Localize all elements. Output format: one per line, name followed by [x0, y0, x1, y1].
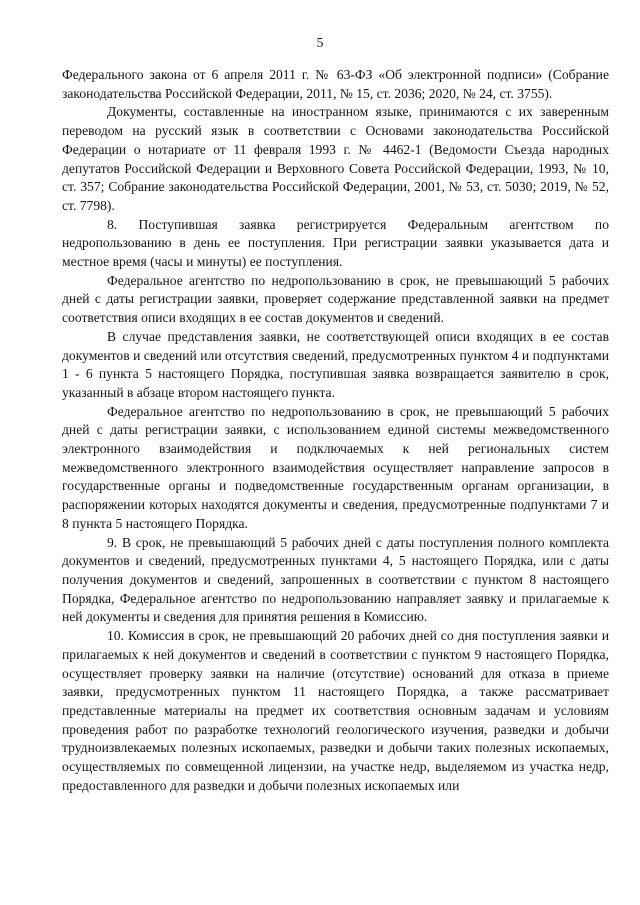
paragraph-application-return: В случае представления заявки, не соответствующей описи входящих в ее состав документов и сведений или отсутствия сведений, предусмотренных пунктом 4 и подпунктами 1 - 6 пункта 5 настоящего Порядка, поступившая заявка возвращается заявителю в срок, указанный в абзаце втором настоящего пункта. — [62, 328, 609, 400]
paragraph-item-8-registration: 8. Поступившая заявка регистрируется Федеральным агентством по недропользованию в день ее поступления. При регистрации заявки указывается дата и местное время (часы и минуты) ее поступления. — [62, 216, 609, 270]
paragraph-interagency-requests: Федеральное агентство по недропользованию в срок, не превышающий 5 рабочих дней с даты регистрации заявки, с использованием единой системы межведомственного электронного взаимодействия и подключаемых к ней региональных систем межведомственного электронного взаимодействия осуществляет направление запросов в государственные органы и подведомственные государственным органам организации, в распоряжении которых находятся документы и сведения, предусмотренные подпунктами 7 и 8 пункта 5 настоящего Порядка. — [62, 403, 609, 531]
page-number: 5 — [316, 36, 324, 51]
paragraph-content-check: Федеральное агентство по недропользованию в срок, не превышающий 5 рабочих дней с даты регистрации заявки, проверяет содержание представленной заявки на предмет соответствия описи входящих в ее состав документов и сведений. — [62, 272, 609, 326]
paragraph-law-reference-continuation: Федерального закона от 6 апреля 2011 г. № 63-ФЗ «Об электронной подписи» (Собрание законодательства Российской Федерации, 2011, № 15, ст. 2036; 2020, № 24, ст. 3755). — [62, 67, 609, 101]
document-body — [62, 66, 609, 795]
paragraph-foreign-documents: Документы, составленные на иностранном языке, принимаются с их заверенным переводом на русский язык в соответствии с Основами законодательства Российской Федерации о нотариате от 11 февраля 1993 г. № 4462-1 (Ведомости Съезда народных депутатов Российской Федерации и Верховного Совета Российской Федерации, 1993, № 10, ст. 357; Собрание законодательства Российской Федерации, 2001, № 53, ст. 5030; 2019, № 52, ст. 7798). — [62, 104, 609, 213]
paragraph-item-10-commission-review: 10. Комиссия в срок, не превышающий 20 рабочих дней со дня поступления заявки и прилагаемых к ней документов и сведений в соответствии с пунктом 9 настоящего Порядка, осуществляет проверку заявки на наличие (отсутствие) оснований для отказа в приеме заявки, предусмотренных пунктом 11 настоящего Порядка, а также рассматривает представленные материалы на предмет их соответствия основным задачам и условиям проведения работ по разработке технологий геологического изучения, разведки и добычи трудноизвлекаемых полезных ископаемых, разведки и добычи таких полезных ископаемых, осуществляемых по совмещенной лицензии, на участке недр, выделяемом из участка недр, предоставленного для разведки и добычи полезных ископаемых или — [62, 628, 609, 793]
paragraph-item-9-commission-referral: 9. В срок, не превышающий 5 рабочих дней с даты поступления полного комплекта документов и сведений, предусмотренных пунктами 4, 5 настоящего Порядка, или с даты получения документов и сведений, запрошенных в соответствии с пунктом 8 настоящего Порядка, Федеральное агентство по недропользованию направляет заявку и прилагаемые к ней документы и сведения для принятия решения в Комиссию. — [62, 534, 609, 625]
